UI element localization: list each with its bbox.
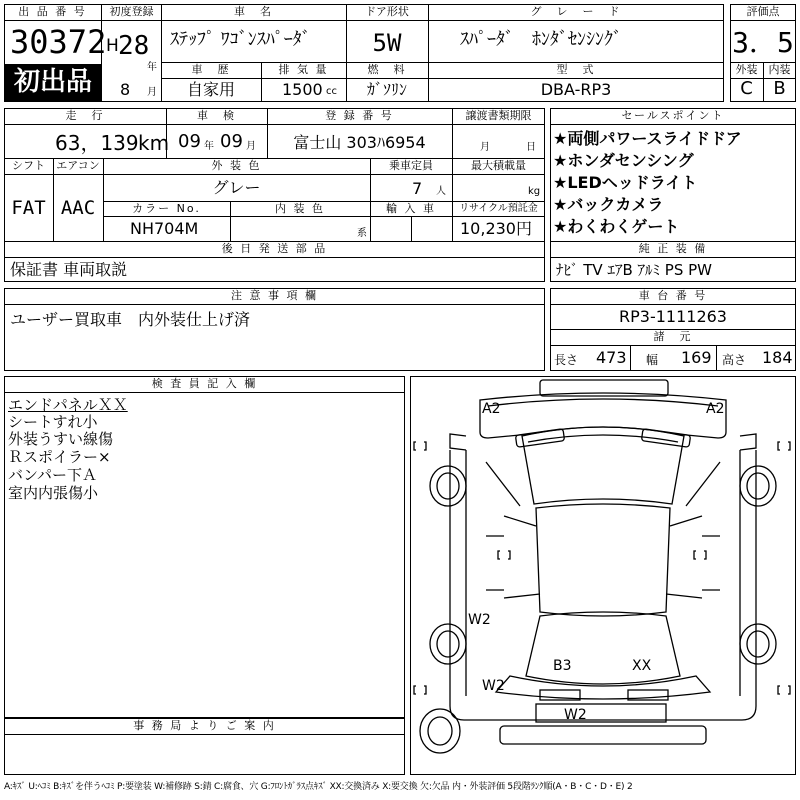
shift-type: FAT xyxy=(11,197,46,219)
transfer-day-unit: 日 xyxy=(526,142,536,153)
transfer-month-unit: 月 xyxy=(480,142,490,153)
equipment-label: 純 正 装 備 xyxy=(638,242,708,255)
inspection-month: 09 xyxy=(220,131,243,152)
registration-year: 28 xyxy=(118,31,150,61)
plate-label: 登 録 番 号 xyxy=(325,109,394,122)
model-label: 型 式 xyxy=(556,63,596,76)
wheel-front-right xyxy=(740,466,776,506)
import-label: 輸 入 車 xyxy=(386,202,436,215)
model-code: DBA-RP3 xyxy=(540,80,612,99)
mileage-unit: km xyxy=(138,131,170,155)
lot-number: 30372 xyxy=(10,23,107,61)
exterior-color: グレー xyxy=(212,178,261,197)
inspector-line: 外装うすい線傷 xyxy=(8,430,114,448)
chassis-number-label: 車 台 番 号 xyxy=(638,289,708,302)
evaluation-score: 3．5 xyxy=(732,26,794,59)
chassis-number: RP3-1111263 xyxy=(619,307,727,326)
car-name: ｽﾃｯﾌﾟ ﾜｺﾞﾝｽﾊﾟｰﾀﾞ xyxy=(170,29,311,50)
sales-point-item: ★わくわくゲート xyxy=(553,217,680,236)
aircon-type: AAC xyxy=(60,197,96,219)
recycle-deposit-label: リサイクル預託金 xyxy=(459,203,538,214)
front-outline xyxy=(480,393,726,438)
sales-point-item: ★LEDヘッドライト xyxy=(553,173,698,192)
max-load-label: 最大積載量 xyxy=(471,159,526,172)
width-value: 169 xyxy=(681,348,712,367)
inspector-line: 室内内張傷小 xyxy=(8,484,99,502)
length-label: 長さ xyxy=(554,353,579,367)
exterior-score: C xyxy=(740,78,753,99)
height-label: 高さ xyxy=(722,353,747,367)
displacement-label: 排 気 量 xyxy=(278,63,329,76)
registration-year-unit: 年 xyxy=(147,62,157,73)
roof-outline xyxy=(536,504,670,616)
damage-mark-rear-bumper: W2 xyxy=(564,707,587,723)
rear-outline xyxy=(496,676,710,699)
exterior-score-label: 外装 xyxy=(735,63,758,76)
sales-point-item: ★両側パワースライドドア xyxy=(553,129,742,148)
equipment-list: ﾅﾋﾞ TV ｴｱB ｱﾙﾐ PS PW xyxy=(556,261,712,279)
recycle-deposit: 10,230円 xyxy=(460,219,532,238)
rear-bumper-outline xyxy=(536,704,666,722)
damage-mark-left-side: W2 xyxy=(468,612,491,628)
fuel-label: 燃 料 xyxy=(367,63,407,76)
capacity: 7 xyxy=(412,179,423,198)
color-number-label: カラー No. xyxy=(132,202,201,215)
sales-point-item: ★ホンダセンシング xyxy=(553,151,694,170)
transfer-deadline-label: 譲渡書類期限 xyxy=(465,109,532,122)
later-parts-label: 後 日 発 送 部 品 xyxy=(221,242,328,255)
aircon-label: エアコン xyxy=(56,159,100,172)
sales-point-item: ★バックカメラ xyxy=(553,195,664,214)
registration-month-unit: 月 xyxy=(147,87,157,98)
history-label: 車 歴 xyxy=(191,63,231,76)
length-value: 473 xyxy=(596,348,627,367)
first-listing-label: 初出品 xyxy=(13,67,92,97)
damage-mark-rear-window-right: XX xyxy=(632,658,652,674)
registration-month: 8 xyxy=(120,80,131,99)
door-type: 5W xyxy=(372,29,402,57)
rear-window-outline xyxy=(526,612,680,684)
capacity-unit: 人 xyxy=(436,186,446,197)
color-number: NH704M xyxy=(130,219,199,238)
notes-label: 注 意 事 項 欄 xyxy=(231,289,318,302)
spare-tire xyxy=(420,709,460,753)
wheel-rear-left xyxy=(430,624,466,664)
mileage: 63，139 xyxy=(55,131,139,155)
grade: ｽﾊﾟｰﾀﾞ ﾎﾝﾀﾞｾﾝｼﾝｸﾞ xyxy=(460,29,622,50)
office-label: 事 務 局 よ り ご 案 内 xyxy=(133,719,276,732)
specs-label: 諸 元 xyxy=(653,330,693,343)
mileage-label: 走 行 xyxy=(65,109,105,122)
inspection-month-unit: 月 xyxy=(246,141,256,152)
car-name-label: 車 名 xyxy=(234,5,273,18)
inspector-line: バンパー下Ａ xyxy=(8,466,97,484)
damage-code-legend: A:ｷｽﾞ U:ﾍｺﾐ B:ｷｽﾞを伴うﾍｺﾐ P:要塗装 W:補修跡 S:錆 C:腐食、穴 G:ﾌﾛﾝﾄｶﾞﾗｽ点ｷｽﾞ XX:交換済み X:要交換 欠:欠品 内・外装評価 5段階ﾗﾝｸ順(A・B・C・D・E) 2 xyxy=(4,782,633,792)
damage-mark-front-right: A2 xyxy=(706,401,725,417)
sales-points-label: セールスポイント xyxy=(621,109,725,122)
width-label: 幅 xyxy=(646,353,659,367)
fuel: ｶﾞｿﾘﾝ xyxy=(366,80,407,99)
inspection-year: 09 xyxy=(178,131,201,152)
height-value: 184 xyxy=(762,348,793,367)
notes-text: ユーザー買取車 内外装仕上げ済 xyxy=(10,310,251,329)
inspection-label: 車 検 xyxy=(197,109,236,122)
history: 自家用 xyxy=(186,80,235,99)
car-damage-diagram xyxy=(410,376,796,775)
capacity-label: 乗車定員 xyxy=(389,159,433,172)
max-load-unit: kg xyxy=(528,186,541,197)
inspector-line: シートすれ小 xyxy=(8,413,98,431)
interior-color-unit: 系 xyxy=(357,228,367,239)
grade-label: グ レ ー ド xyxy=(530,5,622,18)
displacement: 1500 xyxy=(282,80,323,99)
later-parts: 保証書 車両取説 xyxy=(10,260,128,279)
exterior-color-label: 外 装 色 xyxy=(211,159,262,172)
door-type-label: ドア形状 xyxy=(365,5,409,18)
damage-mark-rear-window-left: B3 xyxy=(553,658,572,674)
inspector-line: エンドパネルＸＸ xyxy=(8,396,128,414)
first-registration-label: 初度登録 xyxy=(109,5,154,18)
interior-score-label: 内装 xyxy=(768,63,791,76)
wheel-front-left xyxy=(430,466,466,506)
wheel-rear-right xyxy=(740,624,776,664)
inspector-label: 検 査 員 記 入 欄 xyxy=(151,377,258,390)
plate-number: 富士山 303ﾊ6954 xyxy=(293,133,426,152)
era: H xyxy=(106,36,119,56)
score-label: 評価点 xyxy=(746,5,780,18)
inspection-year-unit: 年 xyxy=(204,141,214,152)
inspector-line: Ｒスポイラー× xyxy=(8,448,111,466)
lot-number-label: 出 品 番 号 xyxy=(18,5,87,18)
displacement-unit: cc xyxy=(326,86,337,97)
damage-mark-rear-left: W2 xyxy=(482,678,505,694)
interior-color-label: 内 装 色 xyxy=(275,202,325,215)
damage-mark-front-left: A2 xyxy=(482,401,501,417)
interior-score: B xyxy=(773,78,786,99)
shift-label: シフト xyxy=(12,159,45,172)
